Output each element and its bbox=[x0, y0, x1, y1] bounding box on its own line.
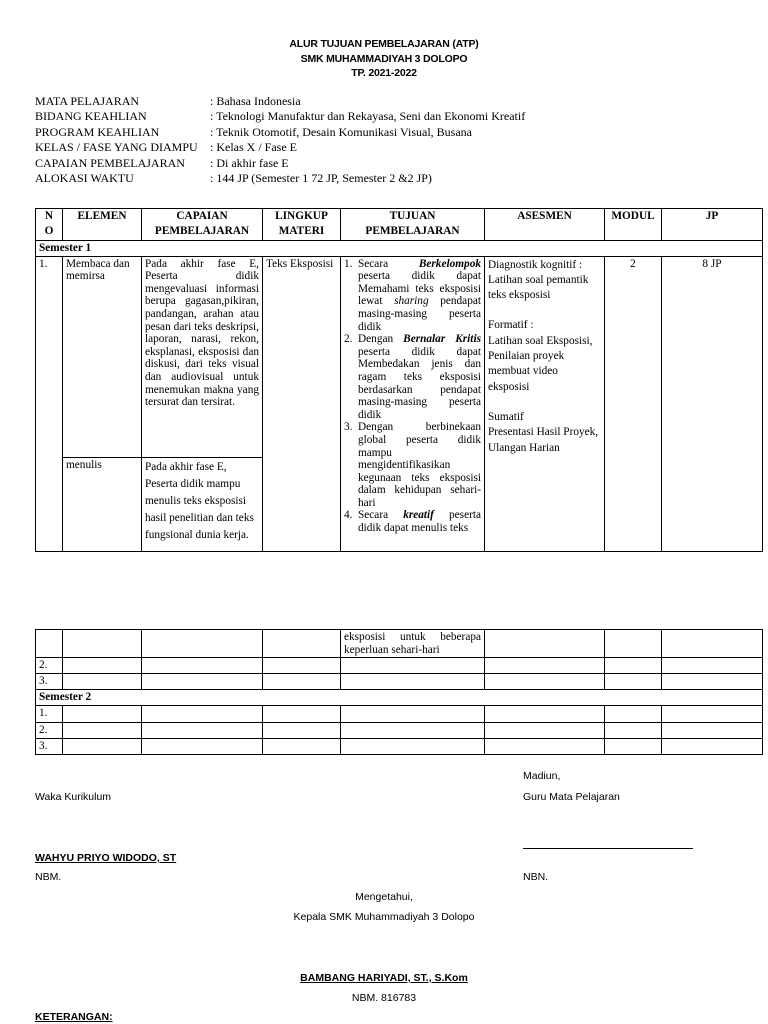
jp-value: 8 JP bbox=[662, 256, 763, 551]
row-no: 1. bbox=[36, 256, 63, 551]
header-modul: MODUL bbox=[605, 209, 662, 241]
info-row-capaian: CAPAIAN PEMBELAJARAN : Di akhir fase E bbox=[35, 155, 289, 170]
table-row: 3. bbox=[36, 739, 763, 755]
kepala-name: BAMBANG HARIYADI, ST., S.Kom bbox=[300, 972, 468, 984]
elemen-membaca: Membaca dan memirsa bbox=[63, 256, 142, 457]
semester-2-label: Semester 2 bbox=[36, 690, 763, 706]
table-header-row bbox=[36, 209, 763, 241]
table-row: 2. bbox=[36, 658, 763, 674]
tujuan-item: 4. Secara kreatif peserta didik dapat menulis teks bbox=[344, 509, 481, 535]
info-row-alokasi: ALOKASI WAKTU : 144 JP (Semester 1 72 JP, Semester 2 &2 JP) bbox=[35, 171, 432, 186]
lingkup-materi: Teks Eksposisi bbox=[263, 256, 341, 551]
table-row bbox=[36, 630, 763, 658]
table-row bbox=[36, 256, 763, 457]
info-row-program: PROGRAM KEAHLIAN : Teknik Otomotif, Desain Komunikasi Visual, Busana bbox=[35, 124, 472, 139]
semester-1-label: Semester 1 bbox=[36, 241, 763, 257]
place-date: Madiun, bbox=[523, 770, 561, 782]
header-no: N O bbox=[36, 209, 63, 241]
table-row: 3. bbox=[36, 674, 763, 690]
info-row-bidang: BIDANG KEAHLIAN : Teknologi Manufaktur dan Rekayasa, Seni dan Ekonomi Kreatif bbox=[35, 109, 526, 124]
guru-nbn: NBN. bbox=[523, 871, 549, 883]
header-tujuan: TUJUAN PEMBELAJARAN bbox=[341, 209, 485, 241]
school-year: TP. 2021-2022 bbox=[351, 67, 417, 79]
table-row: 2. bbox=[36, 723, 763, 739]
tujuan-continuation: eksposisi untuk beberapa keperluan sehari-hari bbox=[341, 630, 485, 658]
keterangan-label: KETERANGAN: bbox=[35, 1011, 113, 1023]
header-capaian: CAPAIAN PEMBELAJARAN bbox=[142, 209, 263, 241]
tujuan-item: 2. Dengan Bernalar Kritis peserta didik dapat Membedakan jenis dan ragam teks eksposisi berdasarkan pendapat masing-masing peserta didik bbox=[344, 333, 481, 421]
header-elemen: ELEMEN bbox=[63, 209, 142, 241]
modul-value: 2 bbox=[605, 256, 662, 551]
waka-title: Waka Kurikulum bbox=[35, 791, 112, 803]
semester-1-row bbox=[36, 241, 763, 257]
document-title: ALUR TUJUAN PEMBELAJARAN (ATP) bbox=[289, 38, 479, 50]
guru-signature-line bbox=[523, 848, 693, 849]
tujuan-list bbox=[344, 258, 481, 535]
header-lingkup: LINGKUP MATERI bbox=[263, 209, 341, 241]
waka-name: WAHYU PRIYO WIDODO, ST bbox=[35, 852, 177, 864]
semester-2-row bbox=[36, 690, 763, 706]
kepala-nbm: NBM. 816783 bbox=[351, 992, 417, 1004]
elemen-menulis: menulis bbox=[63, 457, 142, 551]
atp-table-continued bbox=[35, 629, 763, 755]
asesmen-cell: Diagnostik kognitif : Latihan soal pemantik teks eksposisi Formatif : Latihan soal Eksposisi, Penilaian proyek membuat video eksposisi Sumatif Presentasi Hasil Proyek, Ulangan Harian bbox=[485, 256, 605, 551]
mengetahui: Mengetahui, bbox=[355, 891, 413, 903]
capaian-menulis: Pada akhir fase E, Peserta didik mampu menulis teks eksposisi hasil penelitian dan teks fungsional dunia kerja. bbox=[142, 457, 263, 551]
info-block bbox=[35, 94, 525, 186]
info-row-mapel: MATA PELAJARAN : Bahasa Indonesia bbox=[35, 94, 301, 108]
waka-nbm: NBM. bbox=[35, 871, 62, 883]
capaian-membaca: Pada akhir fase E, Peserta didik mengevaluasi informasi berupa gagasan,pikiran, pandangan, arahan atau pesan dari teks deskripsi, laporan, narasi, rekon, eksplanasi, eksposisi dan diskusi, dari teks visual dan audiovisual untuk menemukan makna yang tersurat dan tersirat. bbox=[142, 256, 263, 457]
info-row-kelas: KELAS / FASE YANG DIAMPU : Kelas X / Fase E bbox=[35, 140, 297, 155]
header-jp: JP bbox=[662, 209, 763, 241]
tujuan-item: 1. Secara Berkelompok peserta didik dapat Memahami teks eksposisi lewat sharing pendapat masing-masing peserta didik bbox=[344, 257, 481, 333]
tujuan-pembelajaran bbox=[341, 256, 485, 551]
table-row: 1. bbox=[36, 706, 763, 723]
atp-table bbox=[35, 208, 763, 552]
tujuan-item: 3. Dengan berbinekaan global peserta didik mampu mengidentifikasikan kegunaan teks eksposisi dalam kehidupan sehari-hari bbox=[344, 421, 481, 509]
kepala-title: Kepala SMK Muhammadiyah 3 Dolopo bbox=[293, 911, 475, 923]
header-asesmen: ASESMEN bbox=[485, 209, 605, 241]
school-name: SMK MUHAMMADIYAH 3 DOLOPO bbox=[300, 53, 468, 65]
guru-title: Guru Mata Pelajaran bbox=[523, 791, 620, 803]
